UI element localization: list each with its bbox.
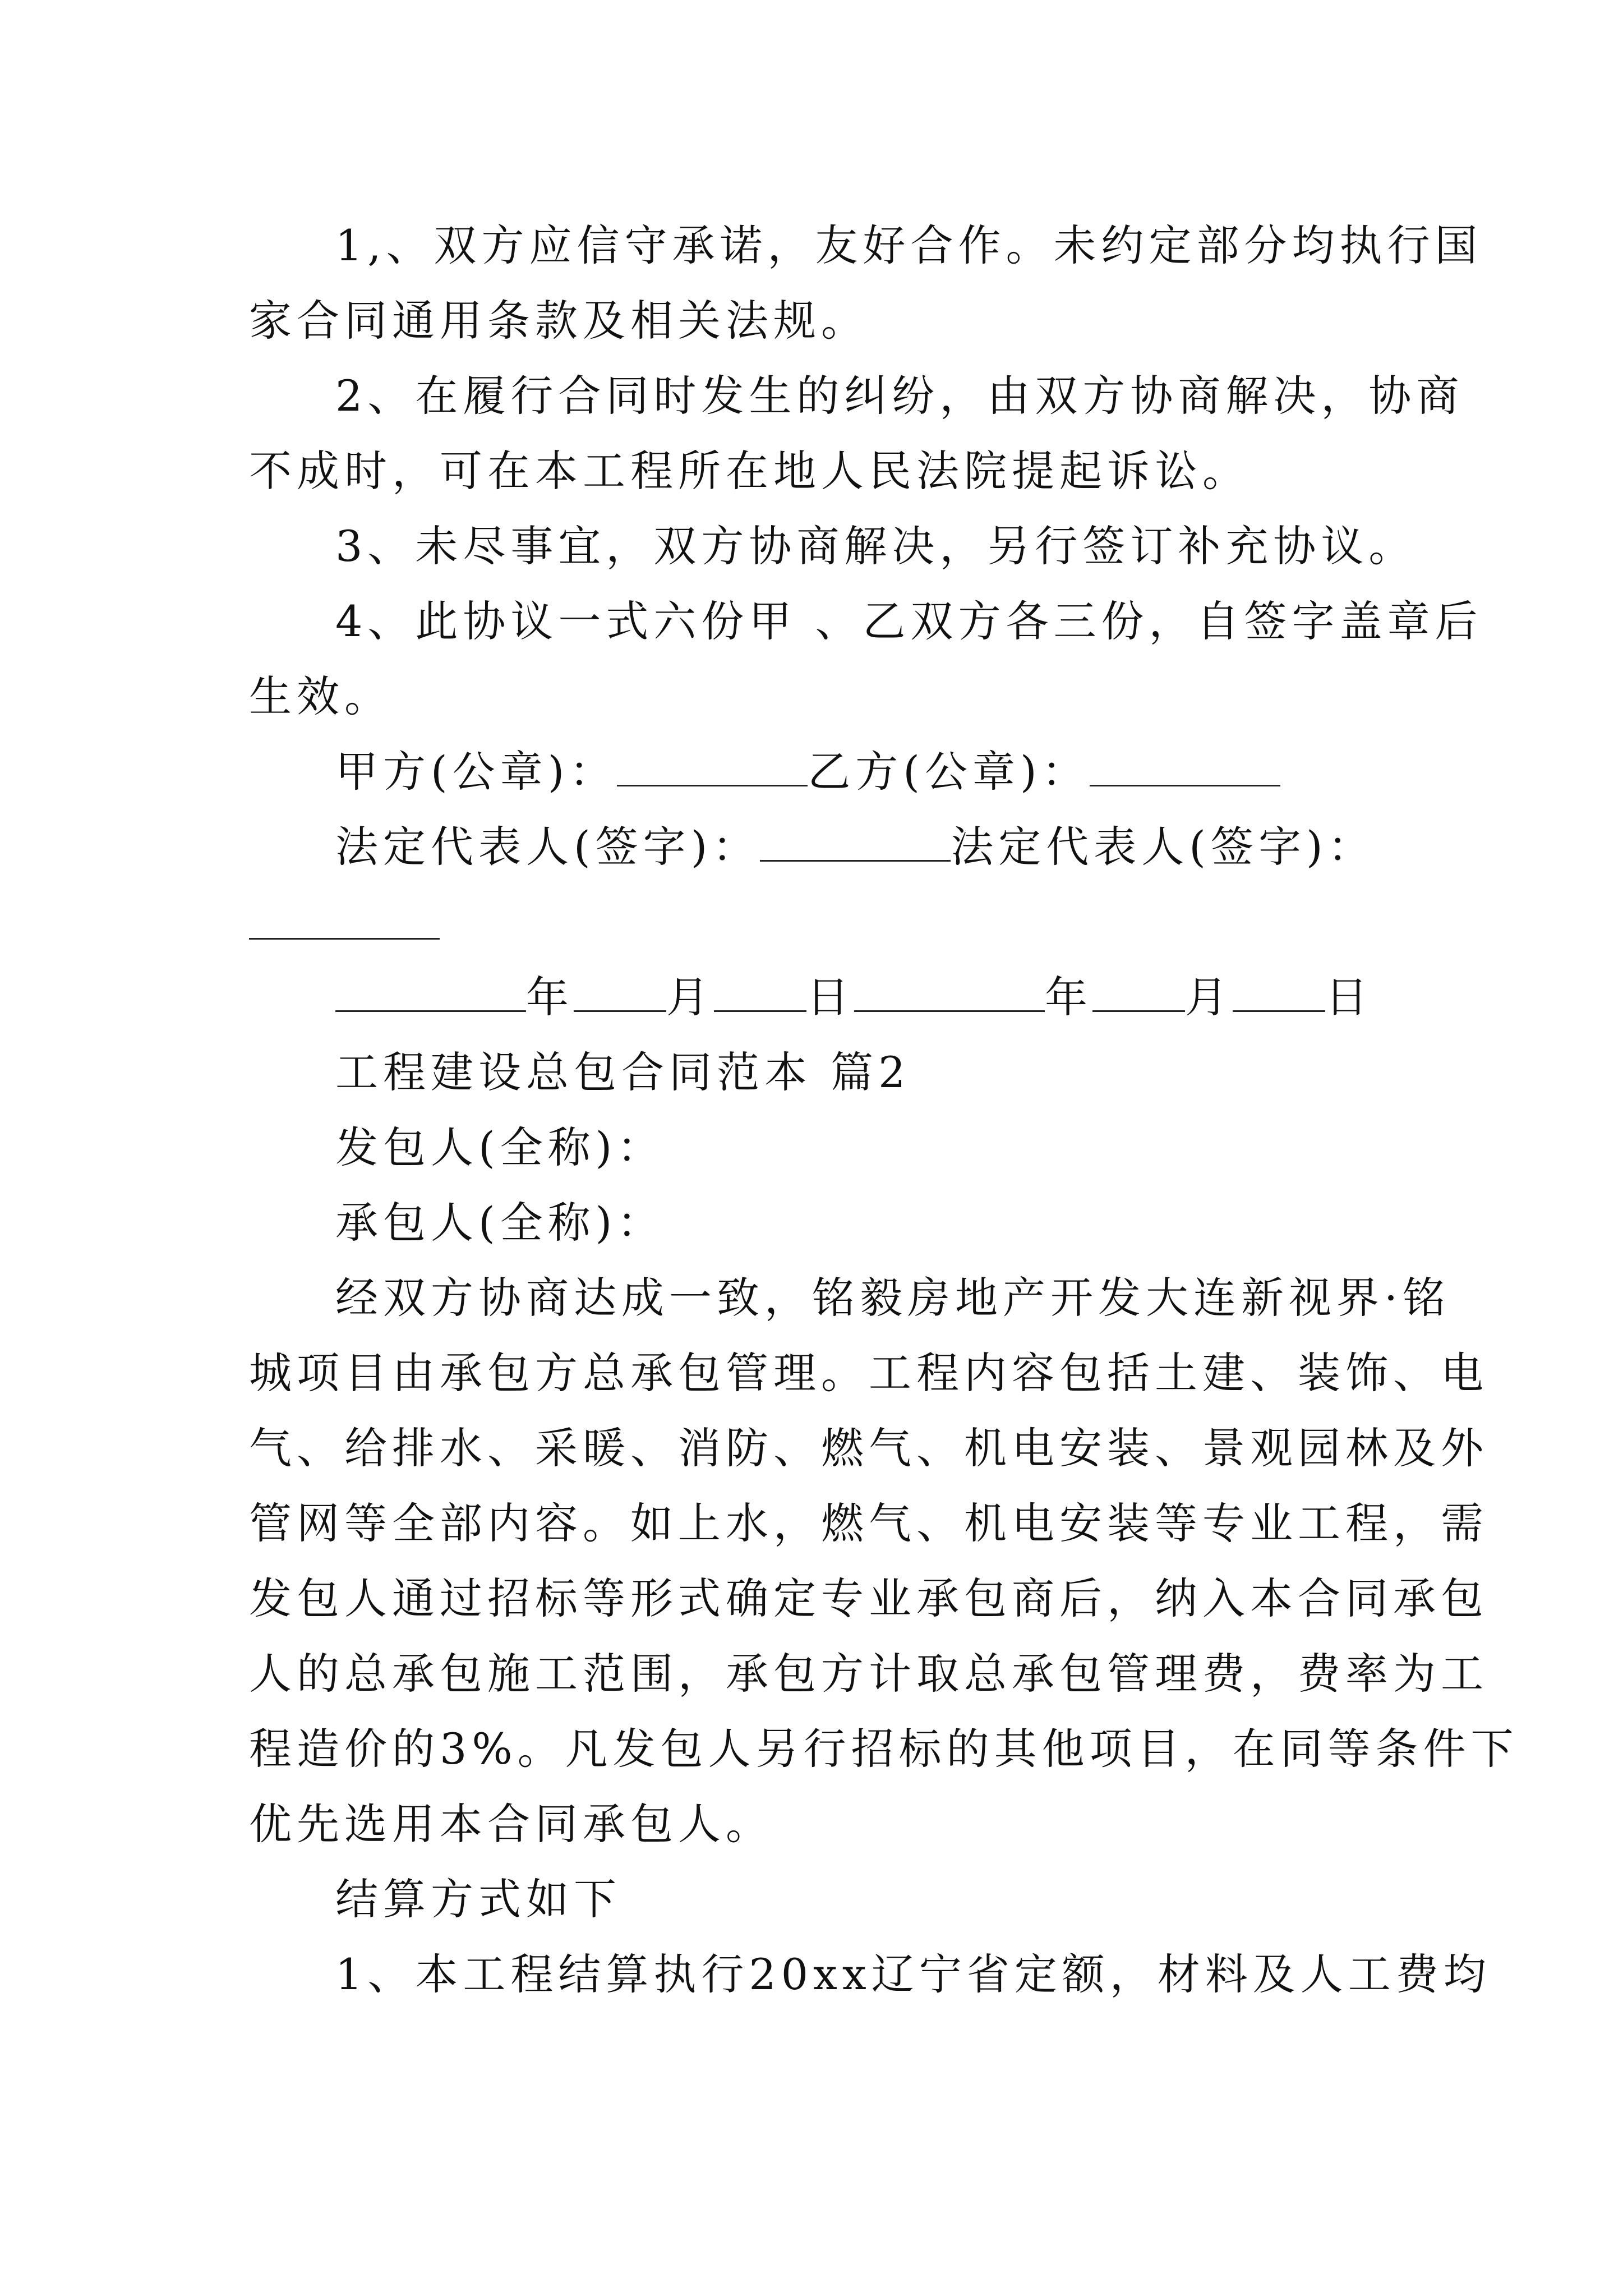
body-line-6: 人的总承包施工范围，承包方计取总承包管理费，费率为工: [249, 1649, 1488, 1699]
party-a-seal-blank: [617, 748, 808, 786]
clause-4-line-2: 生效。: [249, 671, 392, 721]
date-a-day-label: 日: [806, 972, 854, 1022]
clause-1-line-1: 1,、双方应信守承诺，友好合作。未约定部分均执行国: [335, 220, 1483, 270]
body-line-8: 优先选用本合同承包人。: [249, 1799, 773, 1849]
contractor-label: 承包人(全称)：: [335, 1198, 665, 1248]
settlement-item-1: 1、本工程结算执行20xx辽宁省定额，材料及人工费均: [335, 1949, 1491, 1999]
clause-4-line-1: 4、此协议一式六份甲 、乙双方各三份，自签字盖章后: [335, 596, 1483, 646]
date-b-year-label: 年: [1045, 972, 1092, 1022]
party-a-legal-rep-label: 法定代表人(签字)：: [335, 822, 760, 872]
date-b-month-blank: [1092, 973, 1185, 1012]
party-a-seal-label: 甲方(公章)：: [335, 747, 617, 797]
party-b-seal-label: 乙方(公章)：: [808, 747, 1090, 797]
body-line-1: 经双方协商达成一致，铭毅房地产开发大连新视界·铭: [335, 1273, 1451, 1323]
body-line-2: 城项目由承包方总承包管理。工程内容包括土建、装饰、电: [249, 1348, 1488, 1398]
clause-2-line-2: 不成时，可在本工程所在地人民法院提起诉讼。: [249, 446, 1250, 496]
date-a-year-label: 年: [526, 972, 574, 1022]
settlement-heading: 结算方式如下: [335, 1874, 621, 1924]
date-a-month-blank: [574, 973, 666, 1012]
legal-rep-line: [335, 819, 1378, 875]
date-b-month-label: 月: [1185, 972, 1233, 1022]
party-b-seal-blank: [1090, 748, 1280, 786]
body-line-5: 发包人通过招标等形式确定专业承包商后，纳入本合同承包: [249, 1573, 1488, 1623]
body-line-4: 管网等全部内容。如上水，燃气、机电安装等专业工程，需: [249, 1498, 1488, 1548]
body-line-3: 气、给排水、采暖、消防、燃气、机电安装、景观园林及外: [249, 1423, 1488, 1473]
date-b-year-blank: [854, 973, 1045, 1012]
date-a-day-blank: [714, 973, 806, 1012]
party-b-legal-rep-blank: [249, 938, 440, 940]
date-a-month-label: 月: [666, 972, 714, 1022]
clause-1-line-2: 家合同通用条款及相关法规。: [249, 296, 869, 346]
date-b-day-blank: [1233, 973, 1325, 1012]
date-a-year-blank: [335, 973, 526, 1012]
section-title: 工程建设总包合同范本 篇2: [335, 1047, 911, 1097]
date-line: [335, 969, 1378, 1025]
clause-2-line-1: 2、在履行合同时发生的纠纷，由双方协商解决，协商: [335, 371, 1464, 421]
party-b-legal-rep-label: 法定代表人(签字)：: [951, 822, 1376, 872]
date-b-day-label: 日: [1325, 972, 1373, 1022]
issuer-label: 发包人(全称)：: [335, 1122, 665, 1172]
seal-line: [335, 744, 1378, 800]
body-line-7: 程造价的3%。凡发包人另行招标的其他项目，在同等条件下: [249, 1724, 1519, 1774]
party-a-legal-rep-blank: [760, 823, 951, 862]
clause-3-line-1: 3、未尽事宜，双方协商解决，另行签订补充协议。: [335, 521, 1417, 571]
